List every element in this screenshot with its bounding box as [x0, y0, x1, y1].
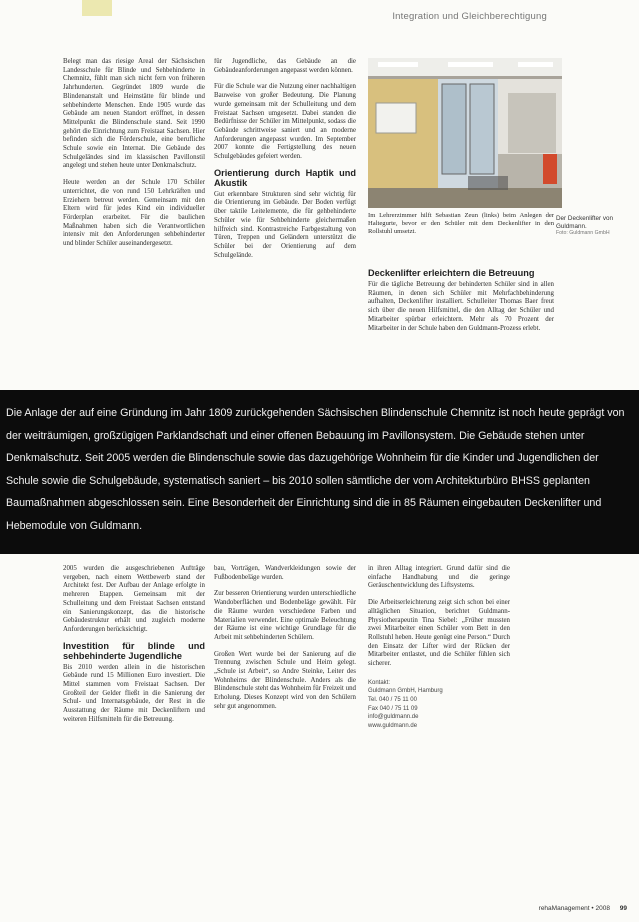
paragraph: Bis 2010 werden allein in die historischen Gebäude rund 15 Millionen Euro investiert. Die Mittel stammen vom Freistaat Sachsen. Der Großteil der Gelder fließt in die Sanierung der Schul- und Internatsgebäude, der Rest in die Ausstattung der Räume mit Deckenliftern und weiteren Hilfsmitteln für die Betreuung. — [63, 663, 205, 723]
page-footer — [539, 905, 627, 912]
column-1-bottom — [63, 565, 205, 900]
highlight-text: Die Anlage der auf eine Gründung im Jahr 1809 zurückgehenden Sächsischen Blindenschule Chemnitz ist noch heute geprägt von der weiträumigen, großzügigen Parklandschaft und einer offenen Bebauung im Pavillonsystem. Die Gebäude stehen unter Denkmalschutz. Seit 2005 werden die Blindenschule sowie das dazugehörige Wohnheim für die Kinder und Jugendlichen der Schule sowie die Schulgebäude, systematisch saniert – bis 2010 sollen sämtliche der vom Architekturbüro BHSS geplanten Baumaßnahmen abgeschlossen sein. Eine Besonderheit der Einrichtung sind die in 85 Räumen eingebauten Deckenlifter und Hebemodule von Guldmann. — [6, 407, 625, 532]
contact-company: Guldmann GmbH, Hamburg — [368, 688, 443, 695]
contact-label: Kontakt: — [368, 679, 391, 686]
contact-block — [368, 679, 510, 731]
photo-caption: Im Lehrerzimmer hilft Sebastian Zeun (links) beim Anlegen der Haltegurte, bevor er den Schüler mit dem Deckenlifter in den Rollstuhl umsetzt. — [368, 212, 554, 236]
header-color-tab — [82, 0, 112, 16]
paragraph: Für die tägliche Betreuung der behinderten Schüler sind in allen Räumen, in denen sich Schüler mit Mehrfachbehinderung aufhalten, Deckenlifter installiert. Schulleiter Thomas Baer freut sich über die neuen Hilfsmittel, die den Alltag der Schüler und Mitarbeiter spürbar erleichtern. Mehr als 70 Prozent der Mitarbeiter in der Schule haben den Guldmann-Prozess erlebt. — [368, 281, 554, 332]
paragraph: 2005 wurden die ausgeschriebenen Aufträge vergeben, nach einem Wettbewerb stand der Architekt fest. Der Aufbau der Anlage erfolgte in mehreren Etappen. Gemeinsam mit der Schulleitung und dem Freistaat Sachsen entstand ein Sanierungskonzept, das die historische Gebäudestruktur erhält und zugleich moderne Anforderungen berücksichtigt. — [63, 565, 205, 633]
paragraph: Die Arbeitserleichterung zeigt sich schon bei einer alltäglichen Situation, berichtet Guldmann-Physiotherapeutin Tina Siebel: „Früher mussten zwei Mitarbeiter einen Schüler vom Bett in den Rollstuhl heben. Heute genügt eine Person.“ Durch den Einsatz der Lifter wird der Rücken der Mitarbeiter entlastet, und die Schüler fühlen sich sicherer. — [368, 599, 510, 668]
contact-fax: Fax 040 / 75 11 09 — [368, 705, 418, 712]
page-number: 99 — [619, 905, 627, 912]
subheading: Deckenlifter erleichtern die Betreuung — [368, 268, 535, 278]
contact-web-link[interactable]: www.guldmann.de — [368, 722, 418, 729]
side-caption-text: Der Deckenlifter von Guldmann. — [556, 215, 614, 230]
paragraph: Heute werden an der Schule 170 Schüler unterrichtet, die von rund 150 Lehrkräften und Erziehern betreut werden. Gemeinsam mit den Eltern wird für jedes Kind ein individueller Förderplan erarbeitet. Für die baulichen Maßnahmen haben sich die Verantwortlichen intensiv mit den Anforderungen sehbehinderter und blinder Schüler auseinandergesetzt. — [63, 179, 205, 248]
paragraph: für Jugendliche, das Gebäude an die Gebäudeanforderungen angepasst werden können. — [214, 58, 356, 74]
paragraph: bau, Vorträgen, Wandverkleidungen sowie der Fußbodenbeläge wurden. — [214, 565, 356, 581]
column-1-top — [63, 58, 205, 383]
contact-phone: Tel. 040 / 75 11 00 — [368, 696, 417, 703]
paragraph: Für die Schule war die Nutzung einer nachhaltigen Bauweise von großer Bedeutung. Die Planung wurde gemeinsam mit der Schulleitung und dem Freistaat Sachsen umgesetzt. Dabei standen die Bedürfnisse der Schüler im Mittelpunkt, sodass die Gebäude schrittweise saniert und an moderne Anforderungen angepasst wurden. Im September 2007 konnte die Fertigstellung des neuen Schulgebäudes gefeiert werden. — [214, 83, 356, 161]
section-title: Integration und Gleichberechtigung — [392, 11, 547, 22]
side-caption — [556, 215, 636, 238]
classroom-photo — [368, 58, 562, 208]
paragraph: Belegt man das riesige Areal der Sächsischen Landesschule für Blinde und Sehbehinderte in Chemnitz, fühlt man sich nicht fern von früheren Jahrhunderten. Gegründet 1809 wurde die Blindenanstalt und Heimstätte für blinde und sehbehinderte Menschen. Ende 1905 wurde das Gebäude am neuen Standort eröffnet, in dessen Mittelpunkt die Blindenschule stand. Seit 1990 gehört die Einrichtung zum Freistaat Sachsen. Hier befinden sich die Förderschule, eine berufliche Schule sowie ein Internat. Die Gebäude des Schulgeländes sind im klassischen Pavillonstil angelegt und stehen heute unter Denkmalschutz. — [63, 58, 205, 170]
photo-credit: Foto: Guldmann GmbH — [556, 230, 610, 236]
paragraph: Großen Wert wurde bei der Sanierung auf die Trennung zwischen Schule und Heim gelegt. „Schule ist Arbeit“, so Andre Steinke, Leiter des Wohnheims der Blindenschule. Anders als die Blindenschule steht das Wohnheim für Freizeit und Erholung. Dieses Konzept wird von den Schülern sehr gut angenommen. — [214, 650, 356, 710]
subheading: Investition für blinde und sehbehinderte Jugendliche — [63, 640, 205, 661]
column-2-top — [214, 58, 356, 383]
column-2-bottom — [214, 565, 356, 900]
paragraph: in ihren Alltag integriert. Grund dafür sind die einfache Handhabung und die geringe Geräuschentwicklung des Liftsystems. — [368, 565, 510, 590]
paragraph: Gut erkennbare Strukturen sind sehr wichtig für die Orientierung im Gebäude. Der Boden verfügt über taktile Leitelemente, die für gehbehinderte Schüler wie für Sehbehinderte gleichermaßen hilfreich sind. Kontrastreiche Farbgestaltung von Türen, Treppen und Geländern unterstützt die Schüler bei der Orientierung auf dem Schulgelände. — [214, 190, 356, 259]
paragraph: Zur besseren Orientierung wurden unterschiedliche Wandoberflächen und Bodenbeläge gewählt. Für die Räume wurden verschiedene Farben und Materialien verwendet. Eine optimale Beleuchtung der Räume ist eine wichtige Grundlage für die Arbeit mit sehbehinderten Schülern. — [214, 590, 356, 641]
contact-email-link[interactable]: info@guldmann.de — [368, 714, 419, 721]
column-3-bottom — [368, 565, 510, 900]
footer-publication: rehaManagement • 2008 — [538, 905, 610, 912]
column-3-top — [368, 262, 554, 384]
subheading: Orientierung durch Haptik und Akustik — [214, 167, 356, 188]
